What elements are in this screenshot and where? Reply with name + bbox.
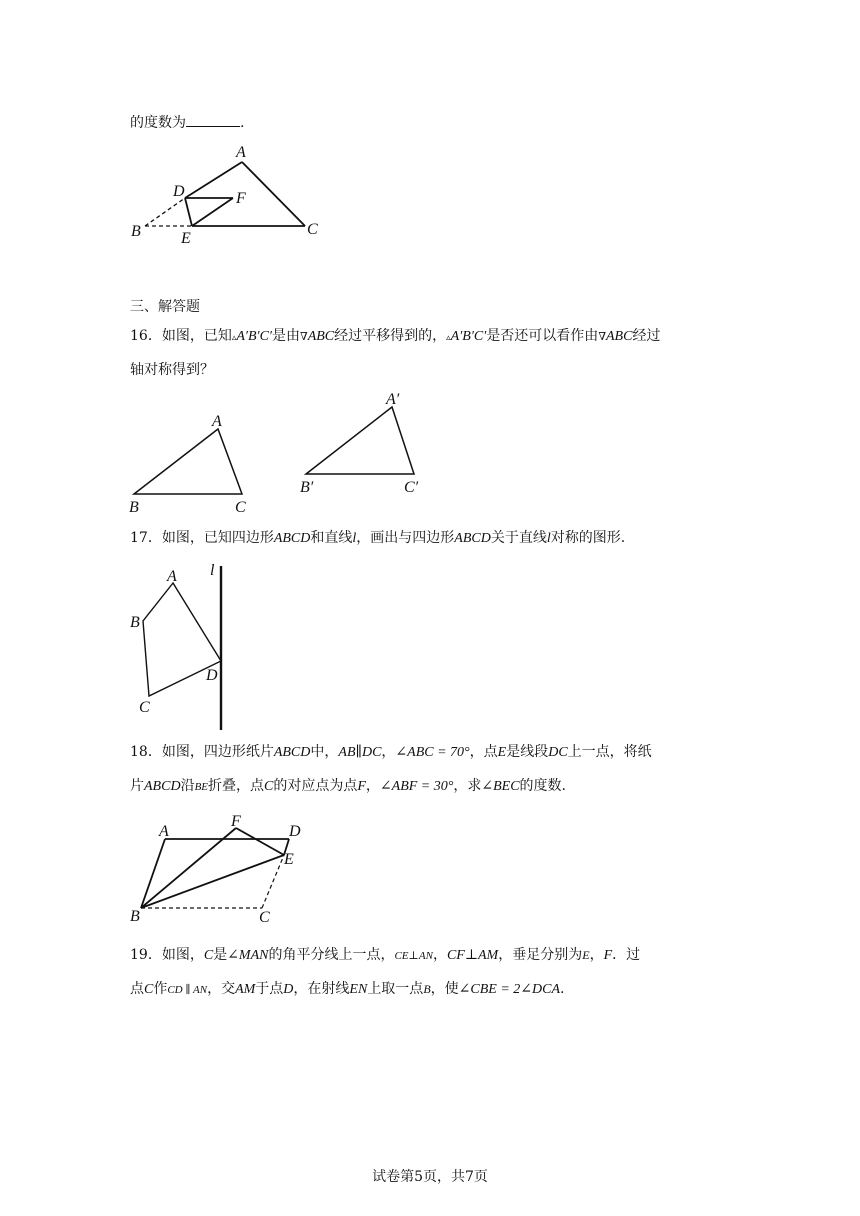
- fig17-label-l: l: [210, 562, 215, 579]
- q17-text-a: 17．如图，已知四边形: [130, 530, 274, 546]
- q19-ray-en: EN: [349, 982, 368, 997]
- q16-tri4: ABC: [606, 329, 633, 344]
- q18-text-g: 片: [130, 778, 144, 794]
- q18-text-b: 中，: [310, 744, 339, 760]
- q19-text-m: 上取一点: [367, 981, 424, 997]
- q17-line-l1: l: [352, 531, 357, 546]
- q18-quad2: ABCD: [144, 779, 181, 794]
- q19-point-d: D: [283, 982, 294, 997]
- fig15-label-f: F: [236, 190, 246, 207]
- q19-perp-ce: CE⊥AN: [394, 950, 433, 962]
- nabla-triangle-icon: ∇: [598, 330, 606, 343]
- q19-point-c: C: [203, 948, 214, 963]
- fig15-label-b: B: [131, 223, 141, 240]
- q18-angle-abf: ∠ABF = 30°: [379, 779, 454, 794]
- nabla-triangle-icon: ∇: [300, 330, 308, 343]
- fig15-label-a: A: [236, 144, 246, 161]
- q18-angle-abc: ∠ABC = 70°: [395, 745, 470, 760]
- q18-seg-dc: DC: [548, 745, 568, 760]
- q19-text-h: 点: [130, 981, 144, 997]
- q19-text-j: ，交: [207, 981, 236, 997]
- q19-parallel: CD ∥ AN: [167, 984, 208, 996]
- q15-suffix: .: [240, 115, 245, 131]
- fig16-label-a: A: [212, 413, 222, 430]
- q18-text-h: 沿: [180, 778, 195, 794]
- q19-text-f: ，: [589, 947, 604, 963]
- q19-angle-eq: ∠CBE = 2∠DCA: [458, 982, 561, 997]
- q18-point-f: F: [357, 779, 366, 794]
- q19-point-f: F: [603, 948, 613, 963]
- fig15-label-c: C: [307, 221, 318, 238]
- q19-text-k: 于点: [255, 981, 284, 997]
- q18-quad: ABCD: [273, 745, 311, 760]
- q18-text-l: ，求: [453, 778, 482, 794]
- q18-text-e: 是线段: [506, 744, 549, 760]
- q19-text-c: 的角平分线上一点，: [268, 947, 395, 963]
- q18-angle-bec: ∠BEC: [481, 779, 520, 794]
- fig17-label-c: C: [139, 699, 150, 716]
- q16-tri1: A′B′C′: [236, 329, 272, 344]
- q16-text-b: 是由: [272, 328, 300, 344]
- fig16-label-c-prime: C′: [404, 479, 419, 496]
- q19-point-c2: C: [144, 982, 154, 997]
- fig18-label-a: A: [159, 823, 169, 840]
- q18-text-m: 的度数.: [519, 778, 566, 794]
- fig15-label-d: D: [173, 183, 185, 200]
- fig17-label-d: D: [206, 667, 218, 684]
- q17-quad2: ABCD: [454, 531, 491, 546]
- q16-line2: 轴对称得到？: [130, 362, 214, 378]
- q19-line2: [130, 979, 564, 1000]
- q17-line-l2: l: [546, 531, 551, 546]
- q18-text-i: 折叠，点: [208, 778, 265, 794]
- q18-text-f: 上一点，将纸: [567, 744, 652, 760]
- q17-quad1: ABCD: [273, 531, 311, 546]
- q17-text-e: 对称的图形.: [550, 530, 626, 546]
- q18-parallel: AB∥DC: [338, 745, 382, 760]
- q19-perp-cf: CF⊥AM: [446, 948, 499, 963]
- q19-text-o: .: [560, 981, 565, 997]
- fig18-label-b: B: [130, 908, 140, 925]
- page-footer: 试卷第5页，共7页: [372, 1169, 488, 1185]
- q17-text-d: 关于直线: [490, 530, 547, 546]
- q19-angle-man: ∠MAN: [227, 948, 269, 963]
- q19-text-b: 是: [213, 947, 228, 963]
- q17-text-b: 和直线: [310, 530, 353, 546]
- q19-text-l: ，在射线: [293, 981, 350, 997]
- q18-point-c: C: [264, 779, 274, 794]
- q17-text-c: ，画出与四边形: [356, 530, 455, 546]
- fig18-label-f: F: [231, 813, 241, 830]
- q18-seg-be: BE: [194, 781, 209, 793]
- fig16-label-b: B: [129, 499, 139, 516]
- q16-text-a: 16．如图，已知: [130, 328, 232, 344]
- fig16-label-a-prime: A′: [386, 391, 400, 408]
- q19-text-i: 作: [153, 981, 168, 997]
- section-heading: 三、解答题: [130, 299, 200, 315]
- fig18-label-d: D: [289, 823, 301, 840]
- q19-text-n: ，使: [430, 981, 459, 997]
- q19-text-g: ．过: [612, 947, 641, 963]
- fig18-label-e: E: [284, 851, 294, 868]
- fig16-label-c: C: [235, 499, 246, 516]
- q18-text-k: ，: [365, 778, 380, 794]
- fig16-label-b-prime: B′: [300, 479, 314, 496]
- q19-ray-am: AM: [235, 982, 256, 997]
- q19-point-b: B: [423, 982, 431, 996]
- small-triangle-icon: ▵: [446, 333, 451, 343]
- q18-text-c: ，: [381, 744, 396, 760]
- q19-line1: [130, 945, 640, 966]
- q19-text-a: 19．如图，: [130, 947, 204, 963]
- fig15-label-e: E: [181, 230, 191, 247]
- q18-point-e: E: [497, 745, 507, 760]
- small-triangle-icon: ▵: [231, 333, 237, 343]
- q16-text-c: 经过平移得到的，: [334, 328, 447, 344]
- q16-tri2: ABC: [307, 329, 335, 344]
- q15-prefix: 的度数为: [130, 115, 186, 131]
- fig17-label-b: B: [130, 614, 140, 631]
- q19-text-e: ，垂足分别为: [498, 947, 583, 963]
- q16-text-e: 经过: [632, 328, 661, 344]
- q18-text-a: 18．如图，四边形纸片: [130, 744, 274, 760]
- q19-point-e: E: [582, 948, 590, 962]
- q16-text-d: 是否还可以看作由: [486, 328, 599, 344]
- fig18-label-c: C: [259, 909, 270, 926]
- q19-text-d: ，: [432, 947, 447, 963]
- q18-text-j: 的对应点为点: [273, 778, 358, 794]
- fig17-label-a: A: [167, 568, 177, 585]
- q16-tri3: A′B′C′: [450, 329, 487, 344]
- q18-text-d: ，点: [469, 744, 498, 760]
